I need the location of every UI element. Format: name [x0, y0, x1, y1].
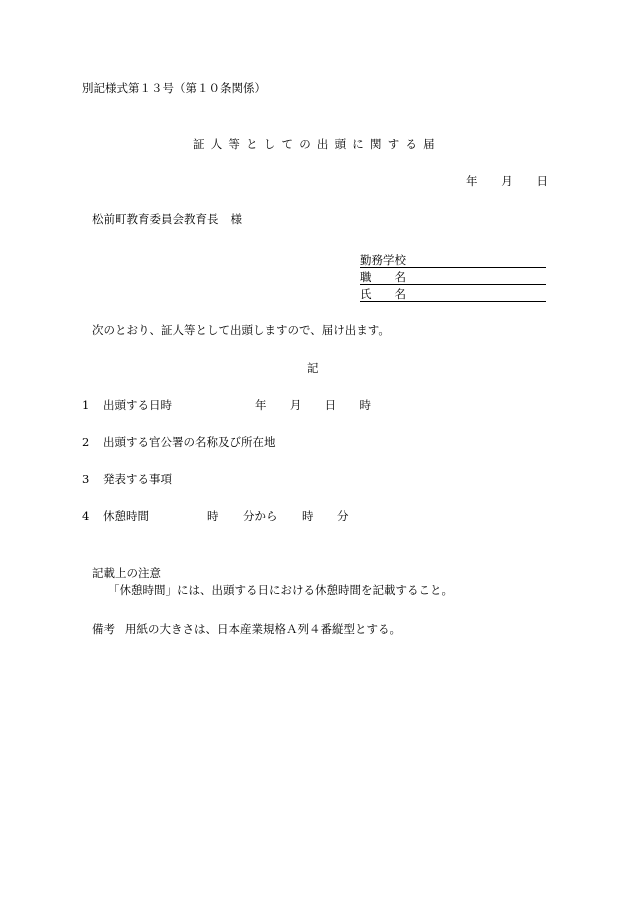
break-to-minute: 分: [337, 509, 349, 523]
appearance-datetime-field[interactable]: [255, 400, 371, 412]
item-label: 発表する事項: [103, 472, 172, 486]
break-from-minute: 分から: [243, 509, 278, 523]
list-item: [82, 437, 276, 449]
date-month: 月: [501, 174, 513, 188]
name-label: 氏 名: [360, 286, 406, 301]
item1-hour: 時: [359, 398, 371, 412]
break-to-hour: 時: [302, 509, 314, 523]
ki-heading: 記: [307, 361, 319, 375]
list-item: [82, 400, 172, 412]
school-field[interactable]: [360, 251, 546, 268]
addressee: [92, 214, 242, 226]
notes-body: 「休憩時間」には、出頭する日における休憩時間を記載すること。: [108, 583, 453, 597]
addressee-name: 松前町教育委員会教育長: [92, 212, 219, 226]
form-number: 別記様式第１３号（第１０条関係）: [82, 81, 266, 95]
signature-block: [360, 251, 546, 302]
list-item: [82, 511, 149, 523]
document-title: 証人等としての出頭に関する届: [193, 137, 441, 151]
item-number: 2: [82, 435, 90, 449]
name-field[interactable]: [360, 285, 546, 302]
position-label: 職 名: [360, 269, 406, 284]
item-number: 3: [82, 472, 90, 486]
remarks: [92, 624, 401, 636]
item-label: 休憩時間: [103, 509, 149, 523]
item-label: 出頭する官公署の名称及び所在地: [103, 435, 276, 449]
date-day: 日: [536, 174, 548, 188]
intro-statement: 次のとおり、証人等として出頭しますので、届け出ます。: [92, 323, 390, 337]
break-from-hour: 時: [207, 509, 219, 523]
list-item: [82, 474, 172, 486]
remarks-label: 備考: [92, 622, 115, 636]
addressee-honorific: 様: [230, 212, 242, 226]
position-field[interactable]: [360, 268, 546, 285]
remarks-body: 用紙の大きさは、日本産業規格Ａ列４番縦型とする。: [125, 622, 401, 636]
item1-day: 日: [324, 398, 337, 412]
school-label: 勤務学校: [360, 252, 406, 267]
item-number: 1: [82, 398, 90, 412]
notes-heading: 記載上の注意: [92, 566, 161, 580]
item1-month: 月: [289, 398, 302, 412]
item1-year: 年: [255, 398, 267, 412]
date-year: 年: [466, 174, 478, 188]
item-number: 4: [82, 509, 90, 523]
item-label: 出頭する日時: [103, 398, 172, 412]
submission-date: [466, 176, 548, 188]
